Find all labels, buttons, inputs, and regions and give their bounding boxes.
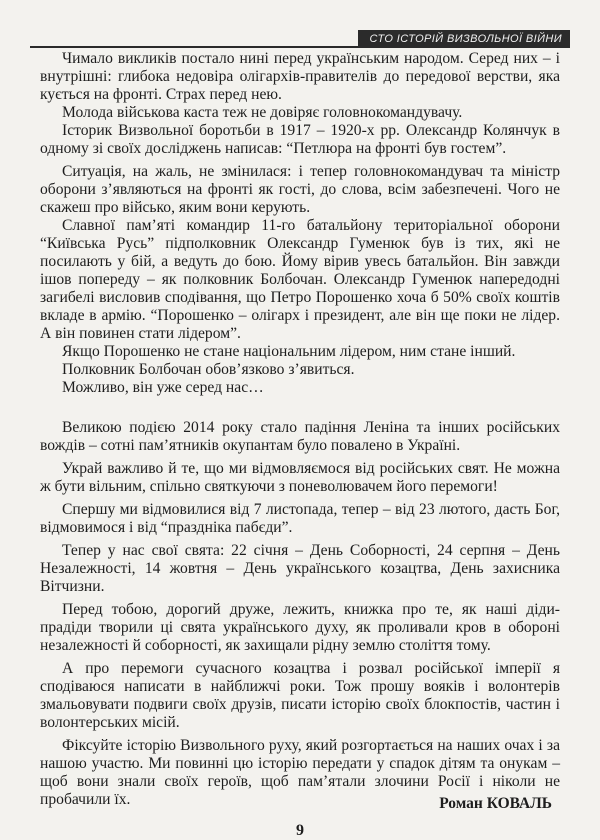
running-header	[30, 22, 570, 48]
paragraph: Молода військова каста теж не довіряє головнокомандувачу.	[62, 104, 463, 121]
paragraph: Якщо Порошенко не стане національним лідером, ним стане інший.	[62, 343, 516, 360]
paragraph: Тепер у нас свої свята: 22 січня – День Соборності, 24 серпня – День Незалежності, 14 жовтня – День українського козацтва, День захисника Вітчизни.	[40, 542, 560, 595]
paragraph: Украй важливо й те, що ми відмовляємося від російських свят. Не можна ж бути вільним, спільно святкуючи з поневолювачем його перемоги!	[40, 460, 560, 495]
running-title: СТО ІСТОРІЙ ВИЗВОЛЬНОЇ ВІЙНИ	[358, 30, 571, 48]
page-body	[40, 50, 560, 809]
paragraph: Історик Визвольної боротьби в 1917 – 1920-х рр. Олександр Колянчук в одному зі своїх досліджень написав: “Петлюра на фронті був гостем”.	[40, 122, 560, 157]
paragraph: Славної пам’яті командир 11-го батальйону територіальної оборони “Київська Русь” підполковник Олександр Гуменюк був із тих, які не посилають у бій, а ведуть до бою. Йому вірив увесь батальйон. Він завжди ішов попереду – як полковник Болбочан. Олександр Гуменюк напередодні загибелі висловив сподівання, що Петро Порошенко хоча б 50% своїх коштів вкладе в армію. “Порошенко – олігарх і президент, але він ще поки не лідер. А він повинен стати лідером”.	[40, 217, 560, 342]
paragraph: Фіксуйте історію Визвольного руху, який розгортається на наших очах і за нашою участю. Ми повинні цю історію передати у спадок дітям та онукам – щоб вони знали своїх героїв, щоб пам’ятали злочини Росії і ніколи не пробачили їх.	[40, 737, 560, 808]
paragraph: Перед тобою, дорогий друже, лежить, книжка про те, як наші діди-прадіди творили ці свята українського духу, як проливали кров в обороні незалежності й соборності, як захищали рідну землю століття тому.	[40, 601, 560, 654]
paragraph: Полковник Болбочан обов’язково з’явиться.	[62, 361, 355, 378]
paragraph: Можливо, він уже серед нас…	[62, 379, 264, 396]
paragraph: А про перемоги сучасного козацтва і розвал російської імперії я сподіваюся написати в найближчі роки. Тож прошу вояків і волонтерів змальовувати подвиги своїх друзів, писати історію своїх блокпостів, частин і волонтерських місій.	[40, 660, 560, 731]
paragraph: Великою подією 2014 року стало падіння Леніна та інших російських вождів – сотні пам’ятників окупантам було повалено в Україні.	[40, 419, 560, 454]
author-signature: Роман КОВАЛЬ	[439, 795, 552, 812]
paragraph: Спершу ми відмовилися від 7 листопада, тепер – від 23 лютого, дасть Бог, відмовимося і від “празднiка пабєди”.	[40, 501, 560, 536]
paragraph: Ситуація, на жаль, не змінилася: і тепер головнокомандувач та міністр оборони з’являються на фронті як гості, до слова, всім забезпечені. Чого не скажеш про військо, яким вони керують.	[40, 163, 560, 216]
page-number: 9	[296, 822, 304, 839]
paragraph: Чимало викликів постало нині перед українським народом. Серед них – і внутрішні: глибока недовіра олігархів-правителів до передової верстви, яка кується на фронті. Страх перед нею.	[40, 50, 560, 103]
